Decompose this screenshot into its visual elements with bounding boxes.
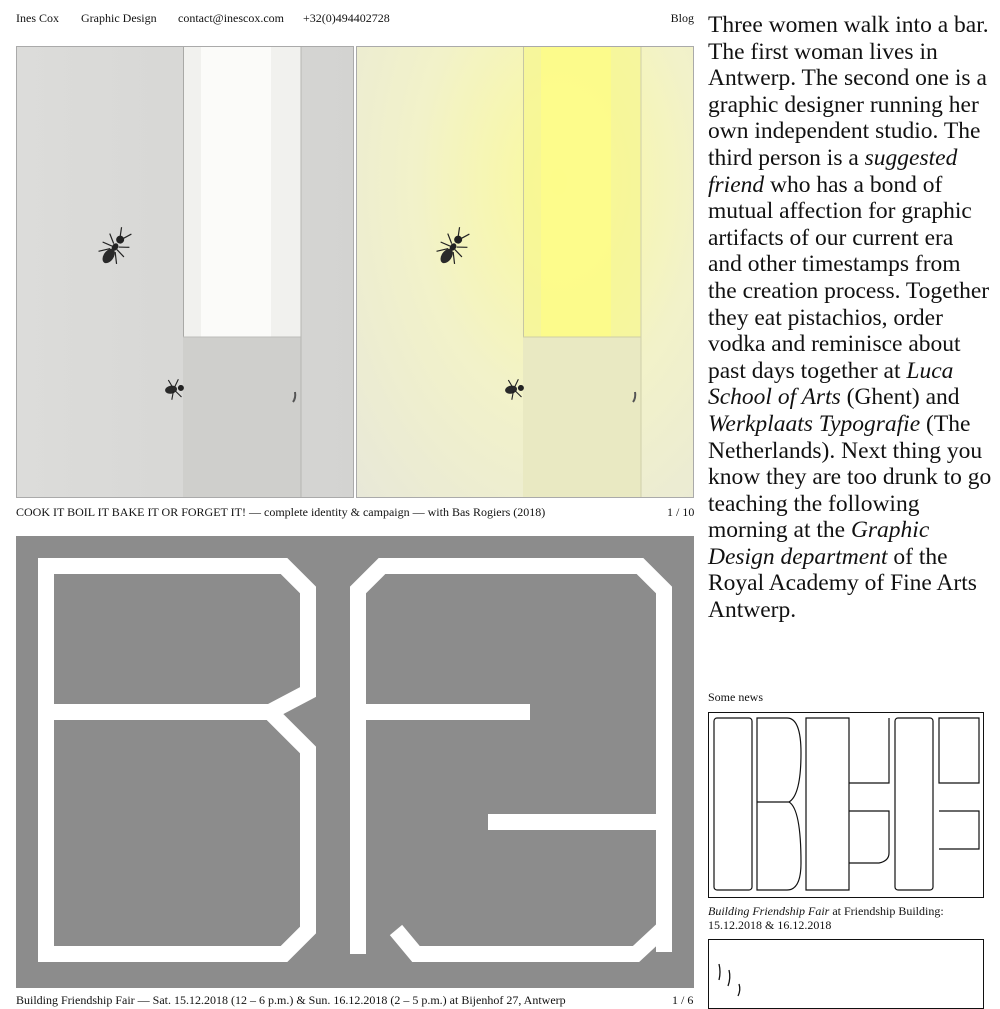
intro-text-part: who has a bond of mutual affection for graphic artifacts of our current era and other timestamps from the creation process. Together they eat pistachios, order vodka and reminisce about past days together at	[708, 171, 990, 384]
project-2-counter[interactable]: 1 / 6	[672, 993, 694, 1007]
bff-logo-graphic	[709, 713, 984, 898]
intro-text	[708, 12, 993, 624]
ant-icon	[431, 223, 475, 270]
news-item-1-title[interactable]: Building Friendship Fair	[708, 904, 830, 918]
nav-discipline-link[interactable]: Graphic Design	[81, 11, 157, 25]
project-2-poster[interactable]	[16, 536, 694, 988]
news-item-1-caption	[708, 904, 984, 932]
intro-italic-luca: Luca School of Arts	[708, 357, 954, 411]
project-1-counter[interactable]: 1 / 10	[667, 505, 695, 519]
intro-text-part: (The Netherlands). Next thing you know they are too drunk to go teaching the following morning at the	[708, 410, 992, 544]
intro-italic-werkplaats: Werkplaats Typografie	[708, 410, 921, 437]
nav-blog-link[interactable]: Blog	[670, 11, 694, 25]
news-item-2-image[interactable]	[708, 939, 984, 1009]
news-item-1-rest: at Friendship Building:	[829, 904, 944, 918]
nav-phone-link[interactable]: +32(0)494402728	[303, 11, 390, 25]
ant-icon	[93, 223, 137, 270]
project-2-caption: Building Friendship Fair — Sat. 15.12.2018 (12 – 6 p.m.) & Sun. 16.12.2018 (2 – 5 p.m.) at Bijenhof 27, Antwerp	[16, 993, 566, 1007]
project-1-caption: COOK IT BOIL IT BAKE IT OR FORGET IT! — complete identity & campaign — with Bas Rogiers (2018)	[16, 505, 546, 519]
photo-right-graphic	[357, 47, 694, 498]
intro-text-part: (Ghent) and	[840, 384, 960, 411]
news-item-1-image[interactable]	[708, 712, 984, 898]
project-1-photo-left[interactable]	[16, 46, 354, 498]
news-item-2-graphic	[709, 940, 984, 1009]
top-nav	[16, 11, 694, 29]
news-heading: Some news	[708, 690, 763, 704]
photo-left-graphic	[17, 47, 354, 498]
bf-monogram-graphic	[16, 536, 694, 988]
intro-text-part: of the Royal Academy of Fine Arts Antwerp.	[708, 543, 977, 624]
nav-email-link[interactable]: contact@inescox.com	[178, 11, 285, 25]
ant-icon	[503, 378, 525, 401]
intro-italic-suggested-friend: suggested friend	[708, 144, 958, 198]
intro-text-part: Three women walk into a bar. The first woman lives in Antwerp. The second one is a graphic designer running her own independent studio. The third person is a	[708, 12, 989, 171]
intro-italic-gd-department: Graphic Design department	[708, 517, 930, 570]
project-1-photo-right[interactable]	[356, 46, 694, 498]
news-item-1-dates: 15.12.2018 & 16.12.2018	[708, 918, 832, 932]
ant-icon	[163, 378, 185, 401]
nav-name-link[interactable]: Ines Cox	[16, 11, 59, 25]
